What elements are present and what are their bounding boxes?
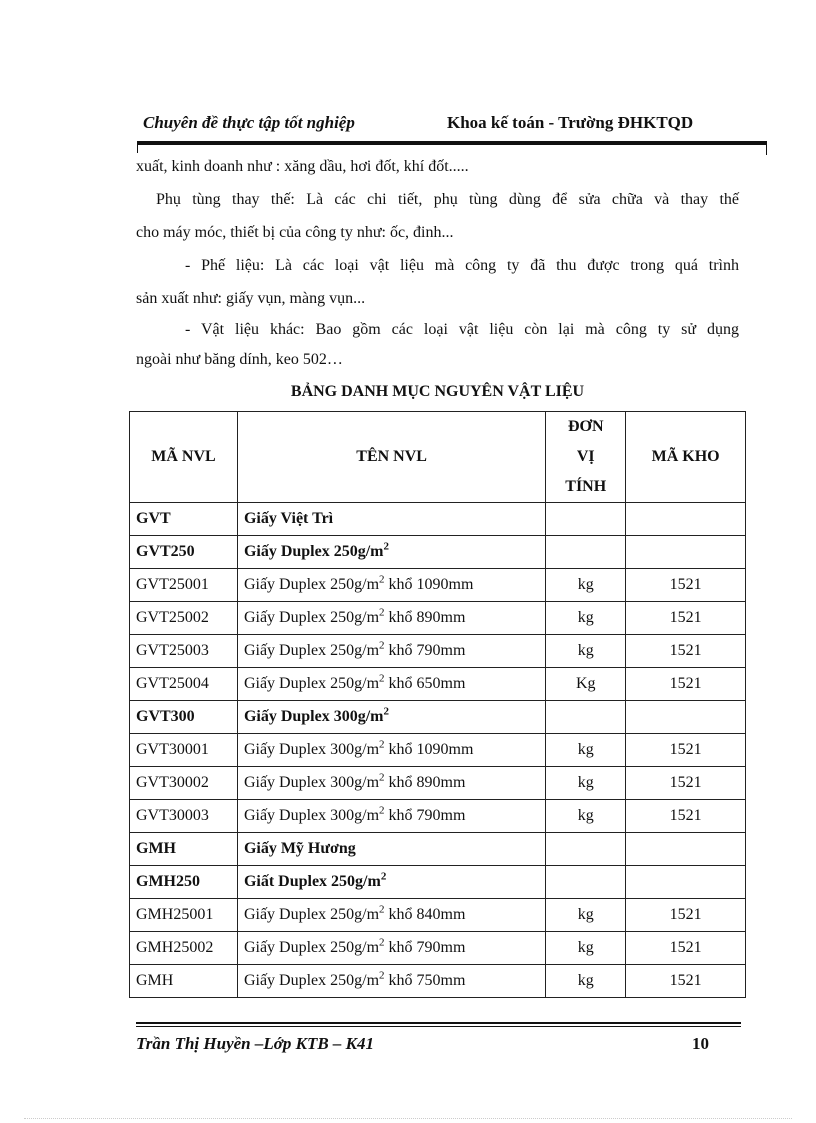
table-row xyxy=(130,536,746,569)
header-rule-right-tick xyxy=(766,145,767,155)
cell-name-text: Giấy Duplex 250g/m xyxy=(243,642,380,659)
cell-name xyxy=(237,965,545,998)
cell-name-text: Giấy Duplex 250g/m xyxy=(243,576,380,593)
cell-name-size: khổ 750mm xyxy=(384,972,466,989)
cell-name-text: Giấy Duplex 250g/m xyxy=(243,609,380,626)
cell-code: GMH25001 xyxy=(130,899,238,932)
cell-warehouse: 1521 xyxy=(626,800,746,833)
table-row xyxy=(130,866,746,899)
cell-unit: kg xyxy=(546,899,626,932)
header-right-title: Khoa kế toán - Trường ĐHKTQD xyxy=(447,113,694,132)
header-code: MÃ NVL xyxy=(130,412,238,503)
table-row xyxy=(130,932,746,965)
cell-unit: kg xyxy=(546,800,626,833)
cell-unit xyxy=(546,503,626,536)
cell-name-text: Giấy Mỹ Hương xyxy=(243,840,356,857)
cell-unit: kg xyxy=(546,965,626,998)
cell-unit xyxy=(546,536,626,569)
cell-name xyxy=(237,503,545,536)
table-row xyxy=(130,503,746,536)
cell-code: GVT30002 xyxy=(130,767,238,800)
cell-name-text: Giấy Duplex 300g/m xyxy=(243,741,380,758)
table-row xyxy=(130,899,746,932)
cell-name-size: khổ 1090mm xyxy=(384,741,474,758)
table-row xyxy=(130,668,746,701)
cell-name xyxy=(237,800,545,833)
cell-code: GVT25003 xyxy=(130,635,238,668)
cell-name-size: khổ 890mm xyxy=(384,609,466,626)
cell-warehouse: 1521 xyxy=(626,602,746,635)
body-line: xuất, kinh doanh như : xăng dầu, hơi đốt, khí đốt..... xyxy=(136,158,469,175)
header-rule xyxy=(137,141,767,145)
cell-name xyxy=(237,833,545,866)
cell-code: GMH250 xyxy=(130,866,238,899)
header-name: TÊN NVL xyxy=(237,412,545,503)
paragraph-other-line2: ngoài như băng dính, keo 502… xyxy=(136,351,343,368)
cell-unit: kg xyxy=(546,602,626,635)
table-row xyxy=(130,833,746,866)
cell-code: GVT xyxy=(130,503,238,536)
cell-code: GVT300 xyxy=(130,701,238,734)
table-title: BẢNG DANH MỤC NGUYÊN VẬT LIỆU xyxy=(290,383,585,400)
cell-name-superscript: 2 xyxy=(379,672,385,685)
cell-name xyxy=(237,767,545,800)
cell-unit: kg xyxy=(546,767,626,800)
header-unit-line3: TÍNH xyxy=(565,478,607,495)
cell-unit: Kg xyxy=(546,668,626,701)
paragraph-spare-parts-line2: cho máy móc, thiết bị của công ty như: ốc, đinh... xyxy=(136,224,454,241)
cell-name-size: khổ 840mm xyxy=(384,906,466,923)
cell-name-text: Giất Duplex 250g/m xyxy=(243,873,381,890)
cell-warehouse xyxy=(626,833,746,866)
cell-unit: kg xyxy=(546,569,626,602)
cell-name-text: Giấy Duplex 250g/m xyxy=(243,675,380,692)
cell-unit xyxy=(546,866,626,899)
cell-warehouse xyxy=(626,536,746,569)
cell-name-superscript: 2 xyxy=(383,540,389,553)
cell-name xyxy=(237,899,545,932)
cell-name xyxy=(237,536,545,569)
cell-name-superscript: 2 xyxy=(379,573,385,586)
header-unit-line2: VỊ xyxy=(576,448,595,465)
cell-name-superscript: 2 xyxy=(383,705,389,718)
cell-name xyxy=(237,668,545,701)
paragraph-spare-parts-line1: Phụ tùng thay thế: Là các chi tiết, phụ tùng dùng để sửa chữa và thay thế xyxy=(156,191,739,208)
cell-name-size: khổ 650mm xyxy=(384,675,466,692)
cell-name-superscript: 2 xyxy=(379,969,385,982)
cell-code: GMH xyxy=(130,833,238,866)
paragraph-scrap-line2: sản xuất như: giấy vụn, màng vụn... xyxy=(136,290,366,307)
paragraph-other-line1: - Vật liệu khác: Bao gồm các loại vật liệu còn lại mà công ty sử dụng xyxy=(185,321,739,338)
cell-name xyxy=(237,602,545,635)
header-left-title: Chuyên đề thực tập tốt nghiệp xyxy=(143,113,355,132)
cell-warehouse: 1521 xyxy=(626,569,746,602)
cell-warehouse: 1521 xyxy=(626,899,746,932)
cell-name-superscript: 2 xyxy=(379,804,385,817)
cell-code: GVT250 xyxy=(130,536,238,569)
cell-warehouse xyxy=(626,701,746,734)
cell-name-superscript: 2 xyxy=(379,639,385,652)
table-row xyxy=(130,569,746,602)
cell-name-text: Giấy Duplex 300g/m xyxy=(243,708,384,725)
cell-warehouse xyxy=(626,503,746,536)
cell-name xyxy=(237,866,545,899)
cell-name-size: khổ 1090mm xyxy=(384,576,474,593)
cell-warehouse: 1521 xyxy=(626,668,746,701)
header-warehouse: MÃ KHO xyxy=(626,412,746,503)
header-rule-left-tick xyxy=(137,141,138,153)
footer-rule-thick xyxy=(136,1022,741,1024)
table-row xyxy=(130,602,746,635)
cell-code: GVT25004 xyxy=(130,668,238,701)
cell-name xyxy=(237,569,545,602)
cell-unit: kg xyxy=(546,932,626,965)
cell-warehouse: 1521 xyxy=(626,932,746,965)
cell-warehouse xyxy=(626,866,746,899)
cell-name-text: Giấy Việt Trì xyxy=(243,510,334,527)
cell-name xyxy=(237,932,545,965)
cell-unit xyxy=(546,701,626,734)
table-row xyxy=(130,635,746,668)
cell-name-superscript: 2 xyxy=(379,903,385,916)
cell-unit: kg xyxy=(546,635,626,668)
cell-name xyxy=(237,734,545,767)
cell-warehouse: 1521 xyxy=(626,767,746,800)
page-number: 10 xyxy=(692,1034,709,1053)
cell-name-size: khổ 790mm xyxy=(384,807,466,824)
cell-name-text: Giấy Duplex 250g/m xyxy=(243,939,380,956)
cell-unit: kg xyxy=(546,734,626,767)
materials-table xyxy=(129,411,746,998)
cell-name-size: khổ 790mm xyxy=(384,642,466,659)
cell-name-text: Giấy Duplex 250g/m xyxy=(243,906,380,923)
table-row xyxy=(130,734,746,767)
cell-name xyxy=(237,635,545,668)
cell-code: GVT25002 xyxy=(130,602,238,635)
table-row xyxy=(130,767,746,800)
cell-code: GVT30001 xyxy=(130,734,238,767)
cell-name-size: khổ 790mm xyxy=(384,939,466,956)
cell-code: GMH25002 xyxy=(130,932,238,965)
footer-author: Trần Thị Huyền –Lớp KTB – K41 xyxy=(136,1034,375,1053)
cell-warehouse: 1521 xyxy=(626,635,746,668)
paragraph-scrap-line1: - Phế liệu: Là các loại vật liệu mà công ty đã thu được trong quá trình xyxy=(185,257,739,274)
table-row xyxy=(130,800,746,833)
page-edge-dotted-line xyxy=(24,1118,792,1119)
cell-unit xyxy=(546,833,626,866)
header-unit xyxy=(546,412,626,503)
cell-name-size: khổ 890mm xyxy=(384,774,466,791)
cell-name-text: Giấy Duplex 250g/m xyxy=(243,972,380,989)
cell-name-superscript: 2 xyxy=(379,606,385,619)
table-header-row xyxy=(130,412,746,503)
cell-name-text: Giấy Duplex 300g/m xyxy=(243,807,380,824)
header-unit-line1: ĐƠN xyxy=(567,418,604,435)
table-row xyxy=(130,965,746,998)
cell-warehouse: 1521 xyxy=(626,734,746,767)
cell-name-text: Giấy Duplex 300g/m xyxy=(243,774,380,791)
cell-name-superscript: 2 xyxy=(379,936,385,949)
cell-warehouse: 1521 xyxy=(626,965,746,998)
table-row xyxy=(130,701,746,734)
cell-code: GVT30003 xyxy=(130,800,238,833)
cell-name xyxy=(237,701,545,734)
cell-name-text: Giấy Duplex 250g/m xyxy=(243,543,384,560)
cell-name-superscript: 2 xyxy=(379,771,385,784)
cell-code: GVT25001 xyxy=(130,569,238,602)
footer-rule-thin xyxy=(136,1026,741,1027)
cell-code: GMH xyxy=(130,965,238,998)
cell-name-superscript: 2 xyxy=(379,738,385,751)
cell-name-superscript: 2 xyxy=(380,870,387,883)
